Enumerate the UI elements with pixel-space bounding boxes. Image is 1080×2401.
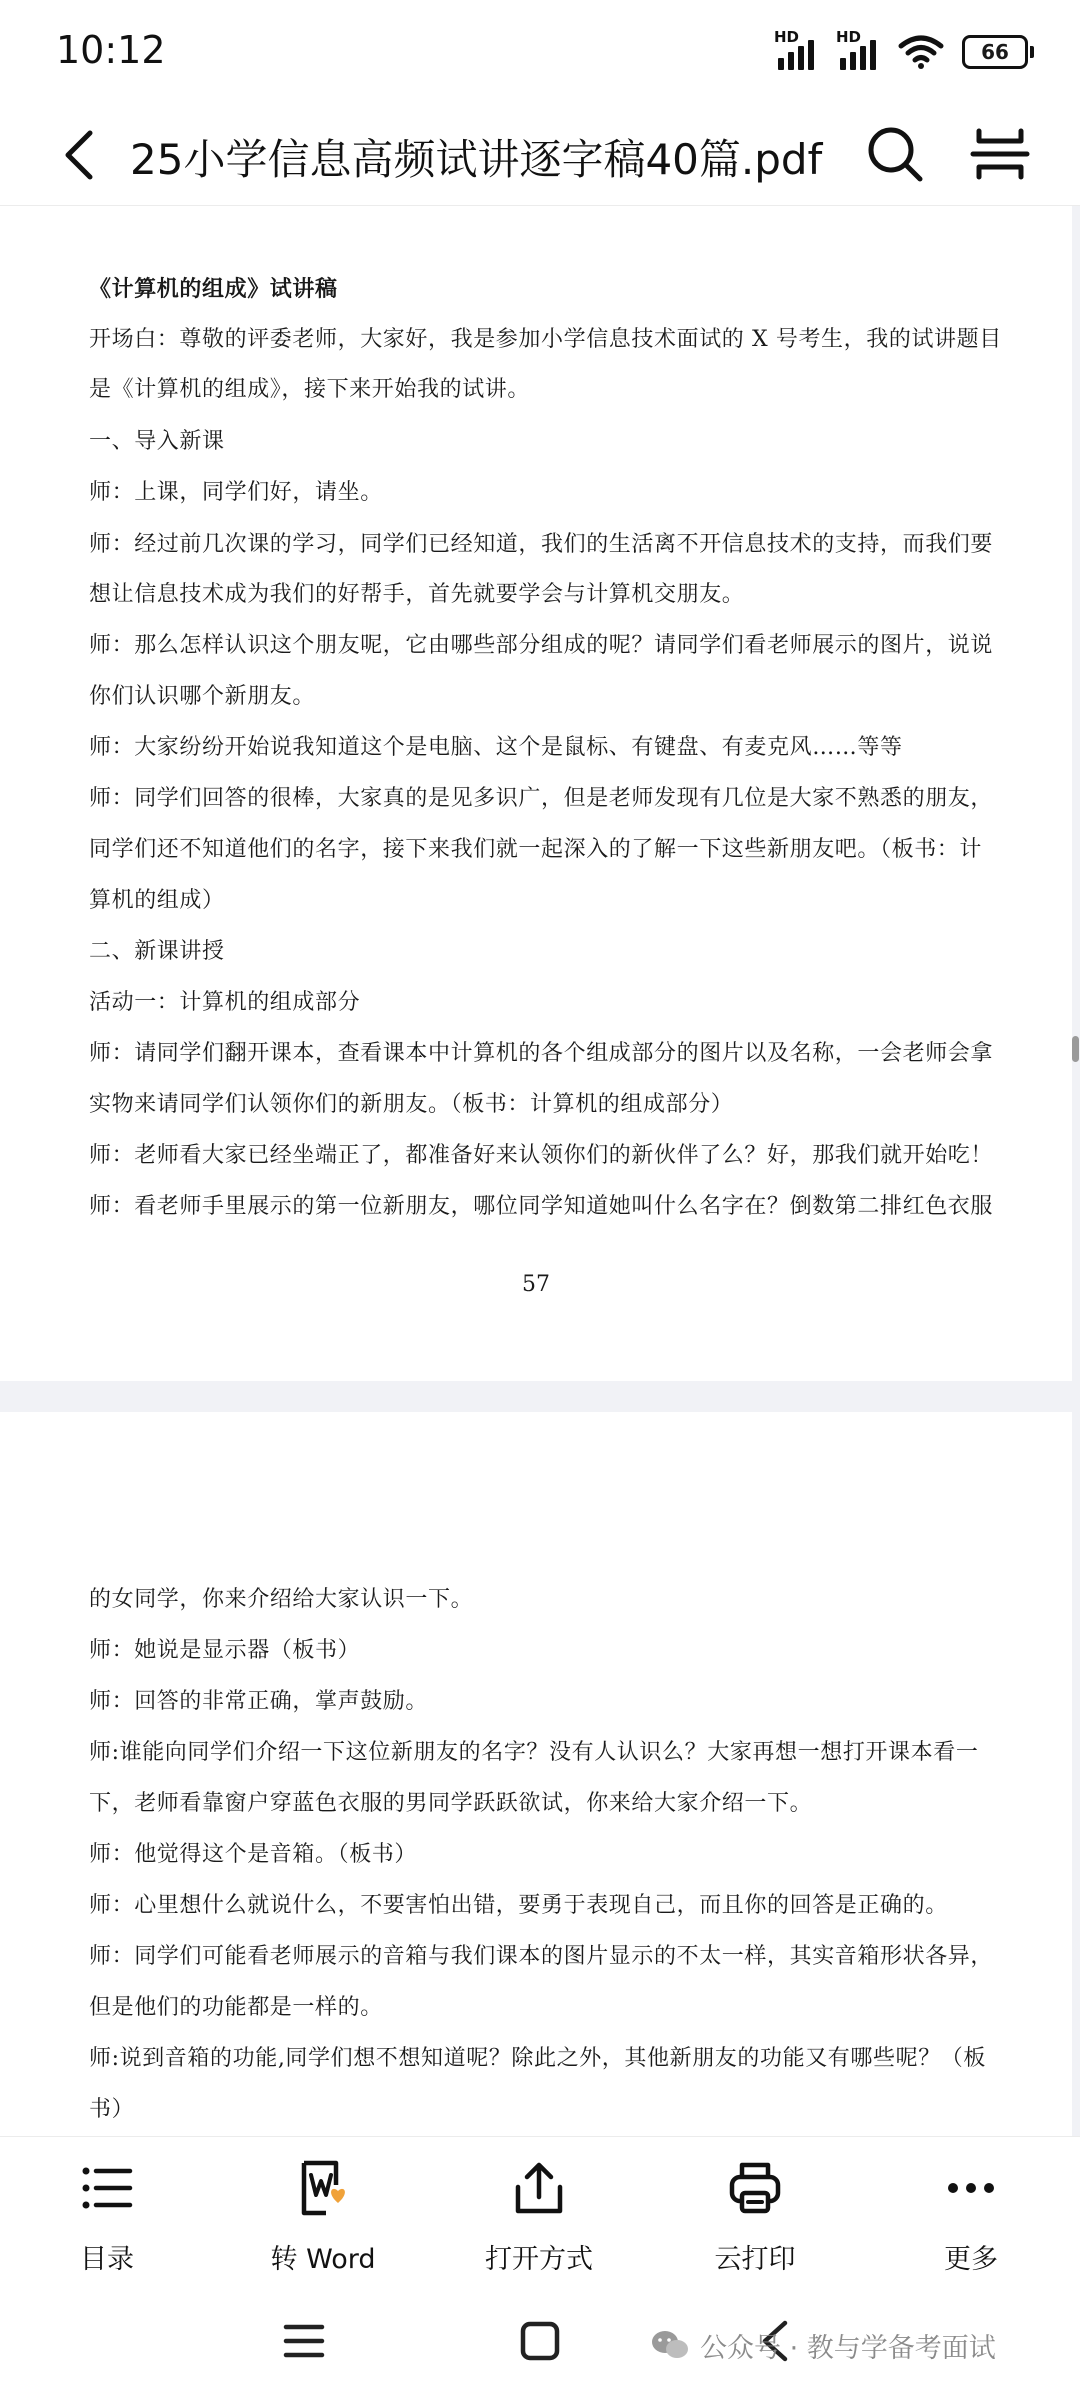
toolbar-more-label: 更多 — [944, 2244, 998, 2275]
status-icons — [774, 30, 1028, 74]
signal-hd-label: HD — [836, 28, 862, 46]
list-icon — [76, 2157, 138, 2219]
text-line: 但是他们的功能都是一样的。 — [89, 1995, 383, 2020]
text-line: 活动一：计算机的组成部分 — [89, 990, 361, 1015]
text-line: 同学们还不知道他们的名字，接下来我们就一起深入的了解一下这些新朋友吧。（板书：计 — [89, 837, 983, 862]
text-line: 想让信息技术成为我们的好帮手，首先就要学会与计算机交朋友。 — [89, 582, 745, 607]
printer-icon — [724, 2157, 786, 2219]
toolbar-cloud-print-button[interactable] — [660, 2157, 850, 2277]
text-line: 下，老师看靠窗户穿蓝色衣服的男同学跃跃欲试，你来给大家介绍一下。 — [89, 1791, 813, 1816]
text-line: 师：请同学们翻开课本，查看课本中计算机的各个组成部分的图片以及名称，一会老师会拿 — [89, 1041, 994, 1066]
back-icon[interactable] — [50, 123, 110, 187]
text-line: 师：同学们回答的很棒，大家真的是见多识广，但是老师发现有几位是大家不熟悉的朋友， — [89, 786, 994, 811]
text-line: 的女同学，你来介绍给大家认识一下。 — [89, 1587, 474, 1612]
watermark — [650, 2320, 996, 2370]
signal-hd-label: HD — [774, 28, 800, 46]
toolbar-convert-word-button[interactable] — [228, 2157, 418, 2277]
home-nav-icon[interactable] — [518, 2319, 562, 2363]
text-line: 师：老师看大家已经坐端正了，都准备好来认领你们的新伙伴了么？好，那我们就开始吃！ — [89, 1143, 994, 1168]
text-line: 师：上课，同学们好，请坐。 — [89, 480, 383, 505]
status-time: 10:12 — [56, 28, 166, 72]
more-icon — [940, 2157, 1002, 2219]
pdf-page — [0, 206, 1072, 1381]
text-line: 你们认识哪个新朋友。 — [89, 684, 316, 709]
document-heading: 《计算机的组成》试讲稿 — [89, 276, 338, 302]
text-line: 师:说到音箱的功能,同学们想不想知道呢？除此之外，其他新朋友的功能又有哪些呢？（板 — [89, 2046, 987, 2071]
app-header — [0, 105, 1080, 206]
signal-icon-1 — [774, 28, 818, 70]
page-number: 57 — [522, 1272, 550, 1297]
battery-level: 66 — [981, 40, 1009, 64]
toolbar-open-with-button[interactable] — [444, 2157, 634, 2277]
menu-nav-icon[interactable] — [282, 2321, 326, 2361]
toolbar-toc-button[interactable] — [12, 2157, 202, 2277]
wifi-icon — [898, 34, 944, 70]
text-line: 师：回答的非常正确，掌声鼓励。 — [89, 1689, 429, 1714]
text-line: 师：那么怎样认识这个朋友呢，它由哪些部分组成的呢？请同学们看老师展示的图片，说说 — [89, 633, 994, 658]
text-line: 师：她说是显示器（板书） — [89, 1638, 361, 1663]
scrollbar-thumb[interactable] — [1072, 1036, 1079, 1062]
text-line: 师：经过前几次课的学习，同学们已经知道，我们的生活离不开信息技术的支持，而我们要 — [89, 532, 994, 557]
toolbar-more-button[interactable] — [876, 2157, 1066, 2277]
share-icon — [508, 2157, 570, 2219]
search-icon[interactable] — [860, 119, 930, 189]
toolbar-convert-word-label: 转 Word — [270, 2244, 376, 2275]
text-line: 是《计算机的组成》，接下来开始我的试讲。 — [89, 377, 531, 402]
convert-word-icon — [292, 2157, 354, 2219]
toolbar-toc-label: 目录 — [80, 2244, 134, 2275]
toolbar-cloud-print-label: 云打印 — [714, 2244, 796, 2275]
toolbar-open-with-label: 打开方式 — [485, 2244, 593, 2275]
status-bar — [0, 0, 1080, 105]
text-line: 师：心里想什么就说什么，不要害怕出错，要勇于表现自己，而且你的回答是正确的。 — [89, 1893, 948, 1918]
text-line: 算机的组成） — [89, 888, 225, 913]
text-line: 实物来请同学们认领你们的新朋友。（板书：计算机的组成部分） — [89, 1092, 734, 1117]
pdf-viewer[interactable] — [0, 206, 1080, 2136]
section-heading: 一、导入新课 — [89, 429, 225, 454]
text-line: 师：同学们可能看老师展示的音箱与我们课本的图片显示的不太一样，其实音箱形状各异， — [89, 1944, 994, 1969]
text-line: 书） — [89, 2097, 135, 2122]
text-line: 开场白：尊敬的评委老师，大家好，我是参加小学信息技术面试的 X 号考生，我的试讲题目 — [89, 327, 1002, 352]
text-line: 师：他觉得这个是音箱。（板书） — [89, 1842, 418, 1867]
text-line: 师:谁能向同学们介绍一下这位新朋友的名字？没有人认识么？大家再想一想打开课本看一 — [89, 1740, 979, 1765]
battery-icon — [962, 35, 1028, 69]
section-heading: 二、新课讲授 — [89, 939, 225, 964]
wechat-official-account-icon — [650, 2328, 690, 2362]
signal-icon-2 — [836, 28, 880, 70]
watermark-text: 公众号 · 教与学备考面试 — [700, 2332, 996, 2364]
bottom-toolbar — [0, 2136, 1080, 2287]
pdf-page — [0, 1412, 1072, 2136]
split-view-icon[interactable] — [965, 119, 1035, 189]
document-title: 25小学信息高频试讲逐字稿40篇.pdf — [130, 135, 823, 184]
text-line: 师：看老师手里展示的第一位新朋友，哪位同学知道她叫什么名字在？倒数第二排红色衣服 — [89, 1194, 994, 1219]
text-line: 师：大家纷纷开始说我知道这个是电脑、这个是鼠标、有键盘、有麦克风……等等 — [89, 735, 903, 760]
